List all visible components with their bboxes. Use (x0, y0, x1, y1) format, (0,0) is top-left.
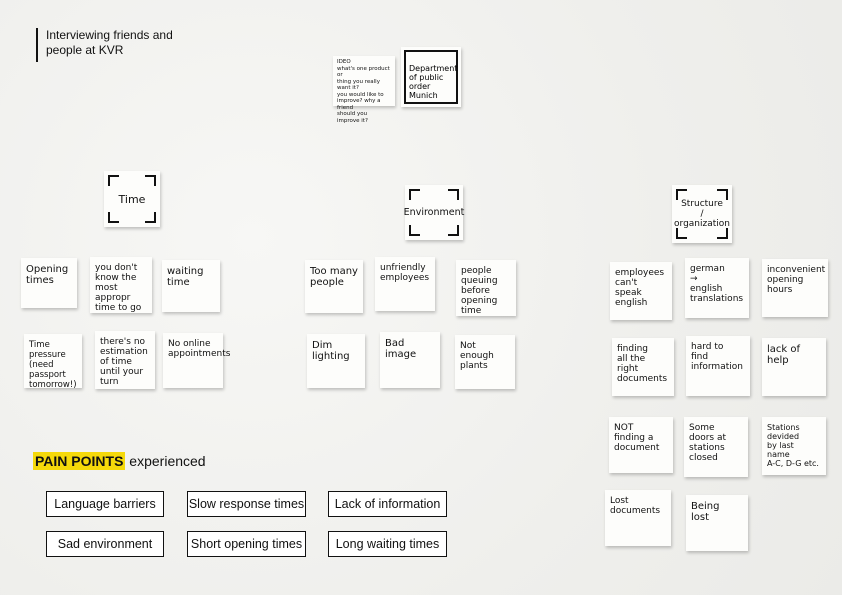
category-environment (405, 185, 463, 240)
category-time (104, 171, 160, 227)
sticky-note: finding all the right documents (612, 338, 674, 396)
sticky-note: waiting time (162, 260, 220, 312)
pain-point-box (328, 491, 447, 517)
sticky-note: unfriendly employees (375, 257, 435, 311)
header-line-2: people at KVR (46, 43, 124, 57)
category-time-label: Time (118, 192, 146, 206)
sticky-note: Not enough plants (455, 335, 515, 389)
sticky-note: Time pressure (need passport tomorrow!) (24, 334, 82, 388)
pain-point-box (46, 531, 164, 557)
pain-point-box (187, 491, 306, 517)
pain-points-highlight: PAIN POINTS (35, 453, 124, 469)
sticky-note: inconvenient opening hours (762, 259, 828, 317)
pain-point-box (46, 491, 164, 517)
pain-point-label: Language barriers (54, 497, 156, 511)
pain-point-label: Short opening times (190, 537, 303, 551)
sticky-note: people queuing before opening time (456, 260, 516, 316)
category-structure (672, 185, 732, 243)
department-name: Department of public order (409, 64, 458, 91)
sticky-note: Being lost (686, 495, 748, 551)
sticky-note: employees can't speak english (610, 262, 672, 320)
sticky-note: Lost documents (605, 490, 671, 546)
category-environment-label: Environment (403, 207, 465, 218)
department-note (401, 47, 461, 107)
ideo-note: IDEO what's one product or thing you really want it? you would like to improve? why a friend should you improve it? (333, 56, 395, 106)
sticky-note: Bad image (380, 332, 440, 388)
page-header (36, 28, 186, 62)
category-structure-label: Structure / organization (674, 199, 730, 229)
sticky-note: you don't know the most appropr time to go (90, 257, 152, 313)
sticky-note: Opening times (21, 258, 77, 308)
pain-point-label: Sad environment (57, 537, 153, 551)
pain-point-box (328, 531, 447, 557)
pain-point-label: Long waiting times (335, 537, 440, 551)
sticky-note: Stations devided by last name A-C, D-G etc. (762, 417, 826, 475)
department-city: Munich (409, 91, 438, 100)
header-line-1: Interviewing friends and (46, 28, 173, 42)
sticky-note: there's no estimation of time until your turn (95, 331, 155, 389)
pain-point-label: Slow response times (188, 497, 305, 511)
sticky-note: hard to find information (686, 336, 750, 396)
pain-points-title-rest: experienced (125, 453, 206, 469)
sticky-note: NOT finding a document (609, 417, 673, 473)
sticky-note: Too many people (305, 260, 363, 313)
sticky-note: Dim lighting (307, 334, 365, 388)
sticky-note: german → english translations (685, 258, 749, 318)
pain-points-title (33, 453, 206, 469)
sticky-note: lack of help (762, 338, 826, 396)
sticky-note: Some doors at stations closed (684, 417, 748, 477)
department-frame (404, 50, 458, 104)
pain-point-label: Lack of information (334, 497, 441, 511)
sticky-note: No online appointments (163, 333, 223, 388)
pain-point-box (187, 531, 306, 557)
